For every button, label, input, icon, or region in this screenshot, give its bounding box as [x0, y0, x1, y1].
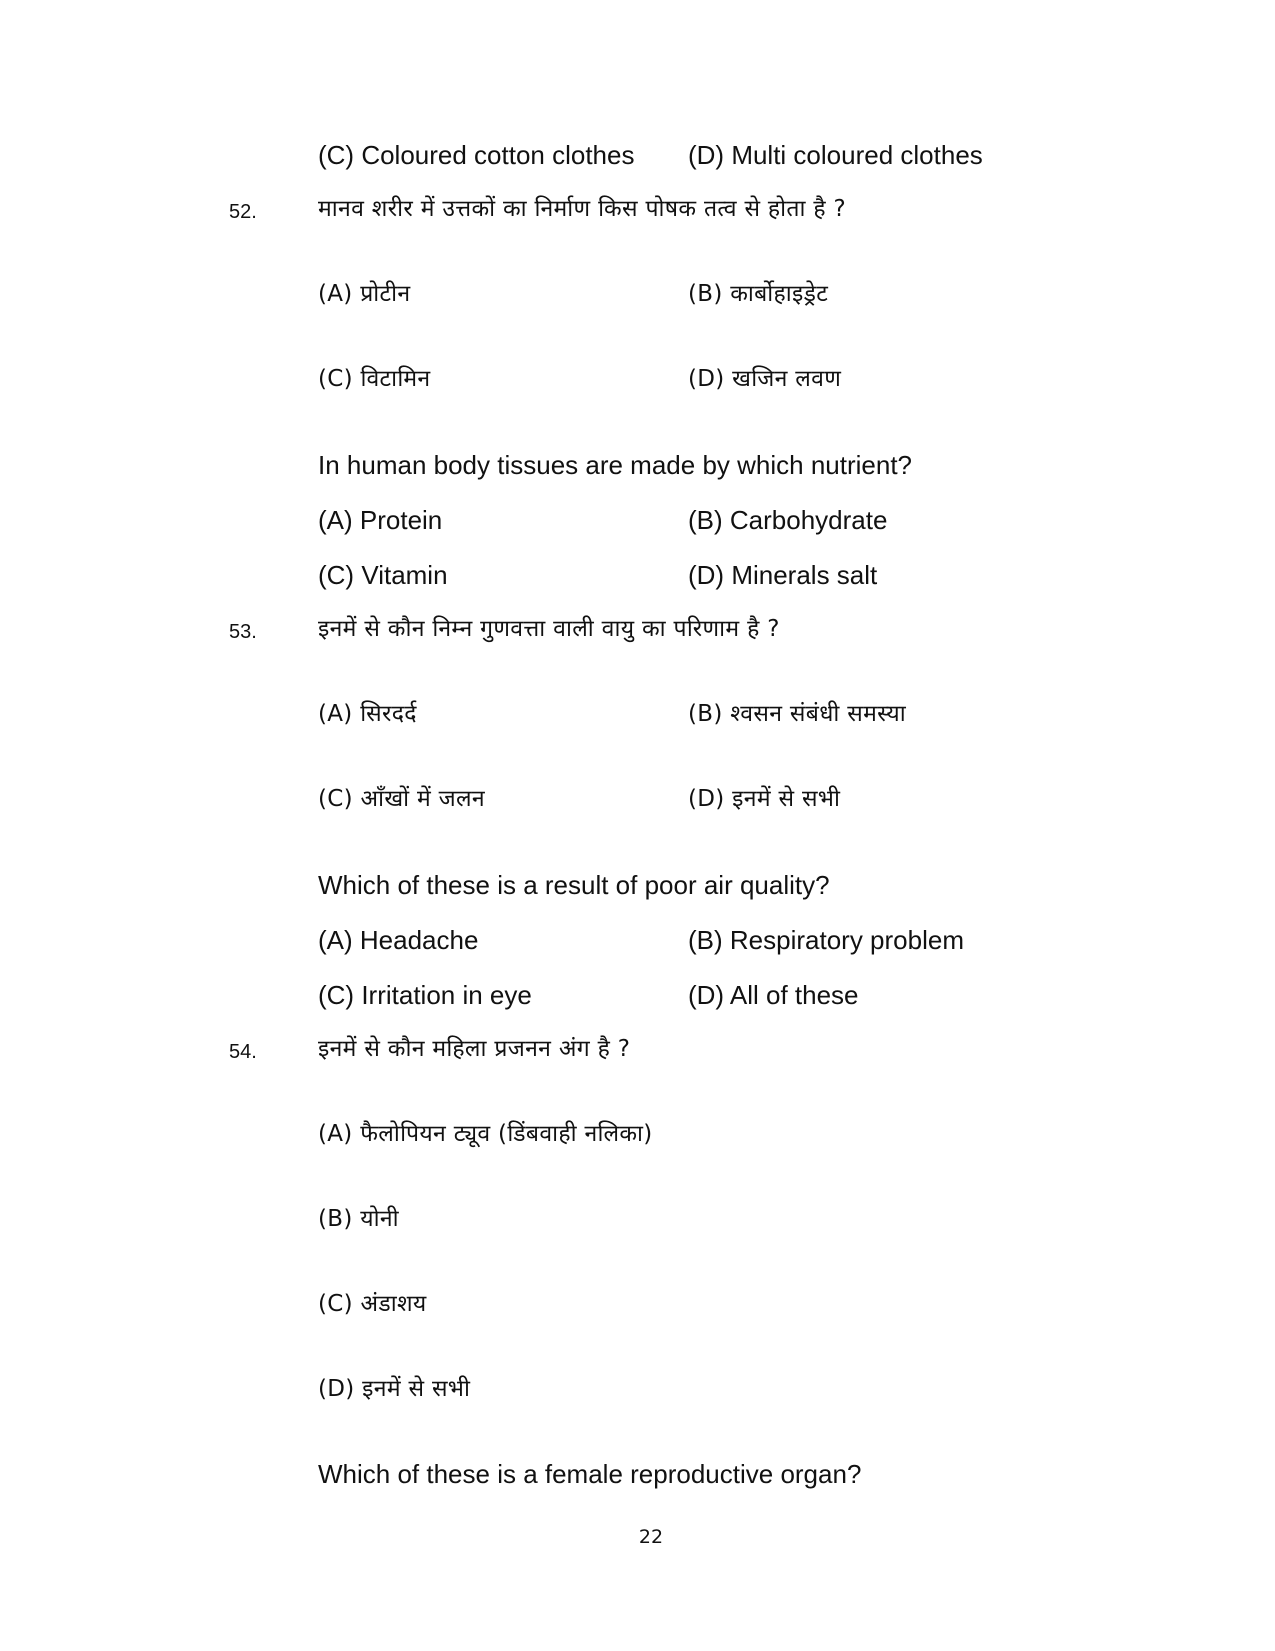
question-54-hindi: इनमें से कौन महिला प्रजनन अंग है ? — [318, 1036, 631, 1062]
q52-hindi-option-c: (C) विटामिन — [318, 366, 431, 392]
question-number-54: 54. — [229, 1041, 257, 1063]
question-53-hindi: इनमें से कौन निम्न गुणवत्ता वाली वायु का परिणाम है ? — [318, 616, 780, 642]
q53-hindi-option-c: (C) आँखों में जलन — [318, 786, 485, 812]
q53-hindi-option-d: (D) इनमें से सभी — [688, 786, 841, 812]
q53-hindi-option-a: (A) सिरदर्द — [318, 701, 417, 727]
question-54-english: Which of these is a female reproductive organ? — [318, 1459, 862, 1489]
q54-hindi-option-d: (D) इनमें से सभी — [318, 1376, 471, 1402]
q52-hindi-option-d: (D) खजिन लवण — [688, 366, 842, 392]
q53-hindi-option-b: (B) श्वसन संबंधी समस्या — [688, 701, 906, 727]
question-number-53: 53. — [229, 621, 257, 643]
option-d-prev: (D) Multi coloured clothes — [688, 140, 983, 170]
q52-hindi-option-b: (B) कार्बोहाइड्रेट — [688, 281, 829, 307]
question-52-english: In human body tissues are made by which nutrient? — [318, 450, 913, 480]
question-52-hindi: मानव शरीर में उत्तकों का निर्माण किस पोषक तत्व से होता है ? — [318, 196, 847, 222]
q52-english-option-b: (B) Carbohydrate — [688, 505, 888, 535]
q54-hindi-option-b: (B) योनी — [318, 1206, 399, 1232]
question-53-english: Which of these is a result of poor air quality? — [318, 870, 830, 900]
q53-english-option-b: (B) Respiratory problem — [688, 925, 964, 955]
q52-english-option-c: (C) Vitamin — [318, 560, 448, 590]
q53-english-option-a: (A) Headache — [318, 925, 479, 955]
q53-english-option-d: (D) All of these — [688, 980, 859, 1010]
option-c-prev: (C) Coloured cotton clothes — [318, 140, 635, 170]
page-number: 22 — [638, 1526, 664, 1548]
q52-hindi-option-a: (A) प्रोटीन — [318, 281, 411, 307]
q52-english-option-a: (A) Protein — [318, 505, 443, 535]
q54-hindi-option-c: (C) अंडाशय — [318, 1291, 427, 1317]
q53-english-option-c: (C) Irritation in eye — [318, 980, 532, 1010]
question-number-52: 52. — [229, 201, 257, 223]
q54-hindi-option-a: (A) फैलोपियन ट्यूव (डिंबवाही नलिका) — [318, 1121, 653, 1147]
q52-english-option-d: (D) Minerals salt — [688, 560, 878, 590]
